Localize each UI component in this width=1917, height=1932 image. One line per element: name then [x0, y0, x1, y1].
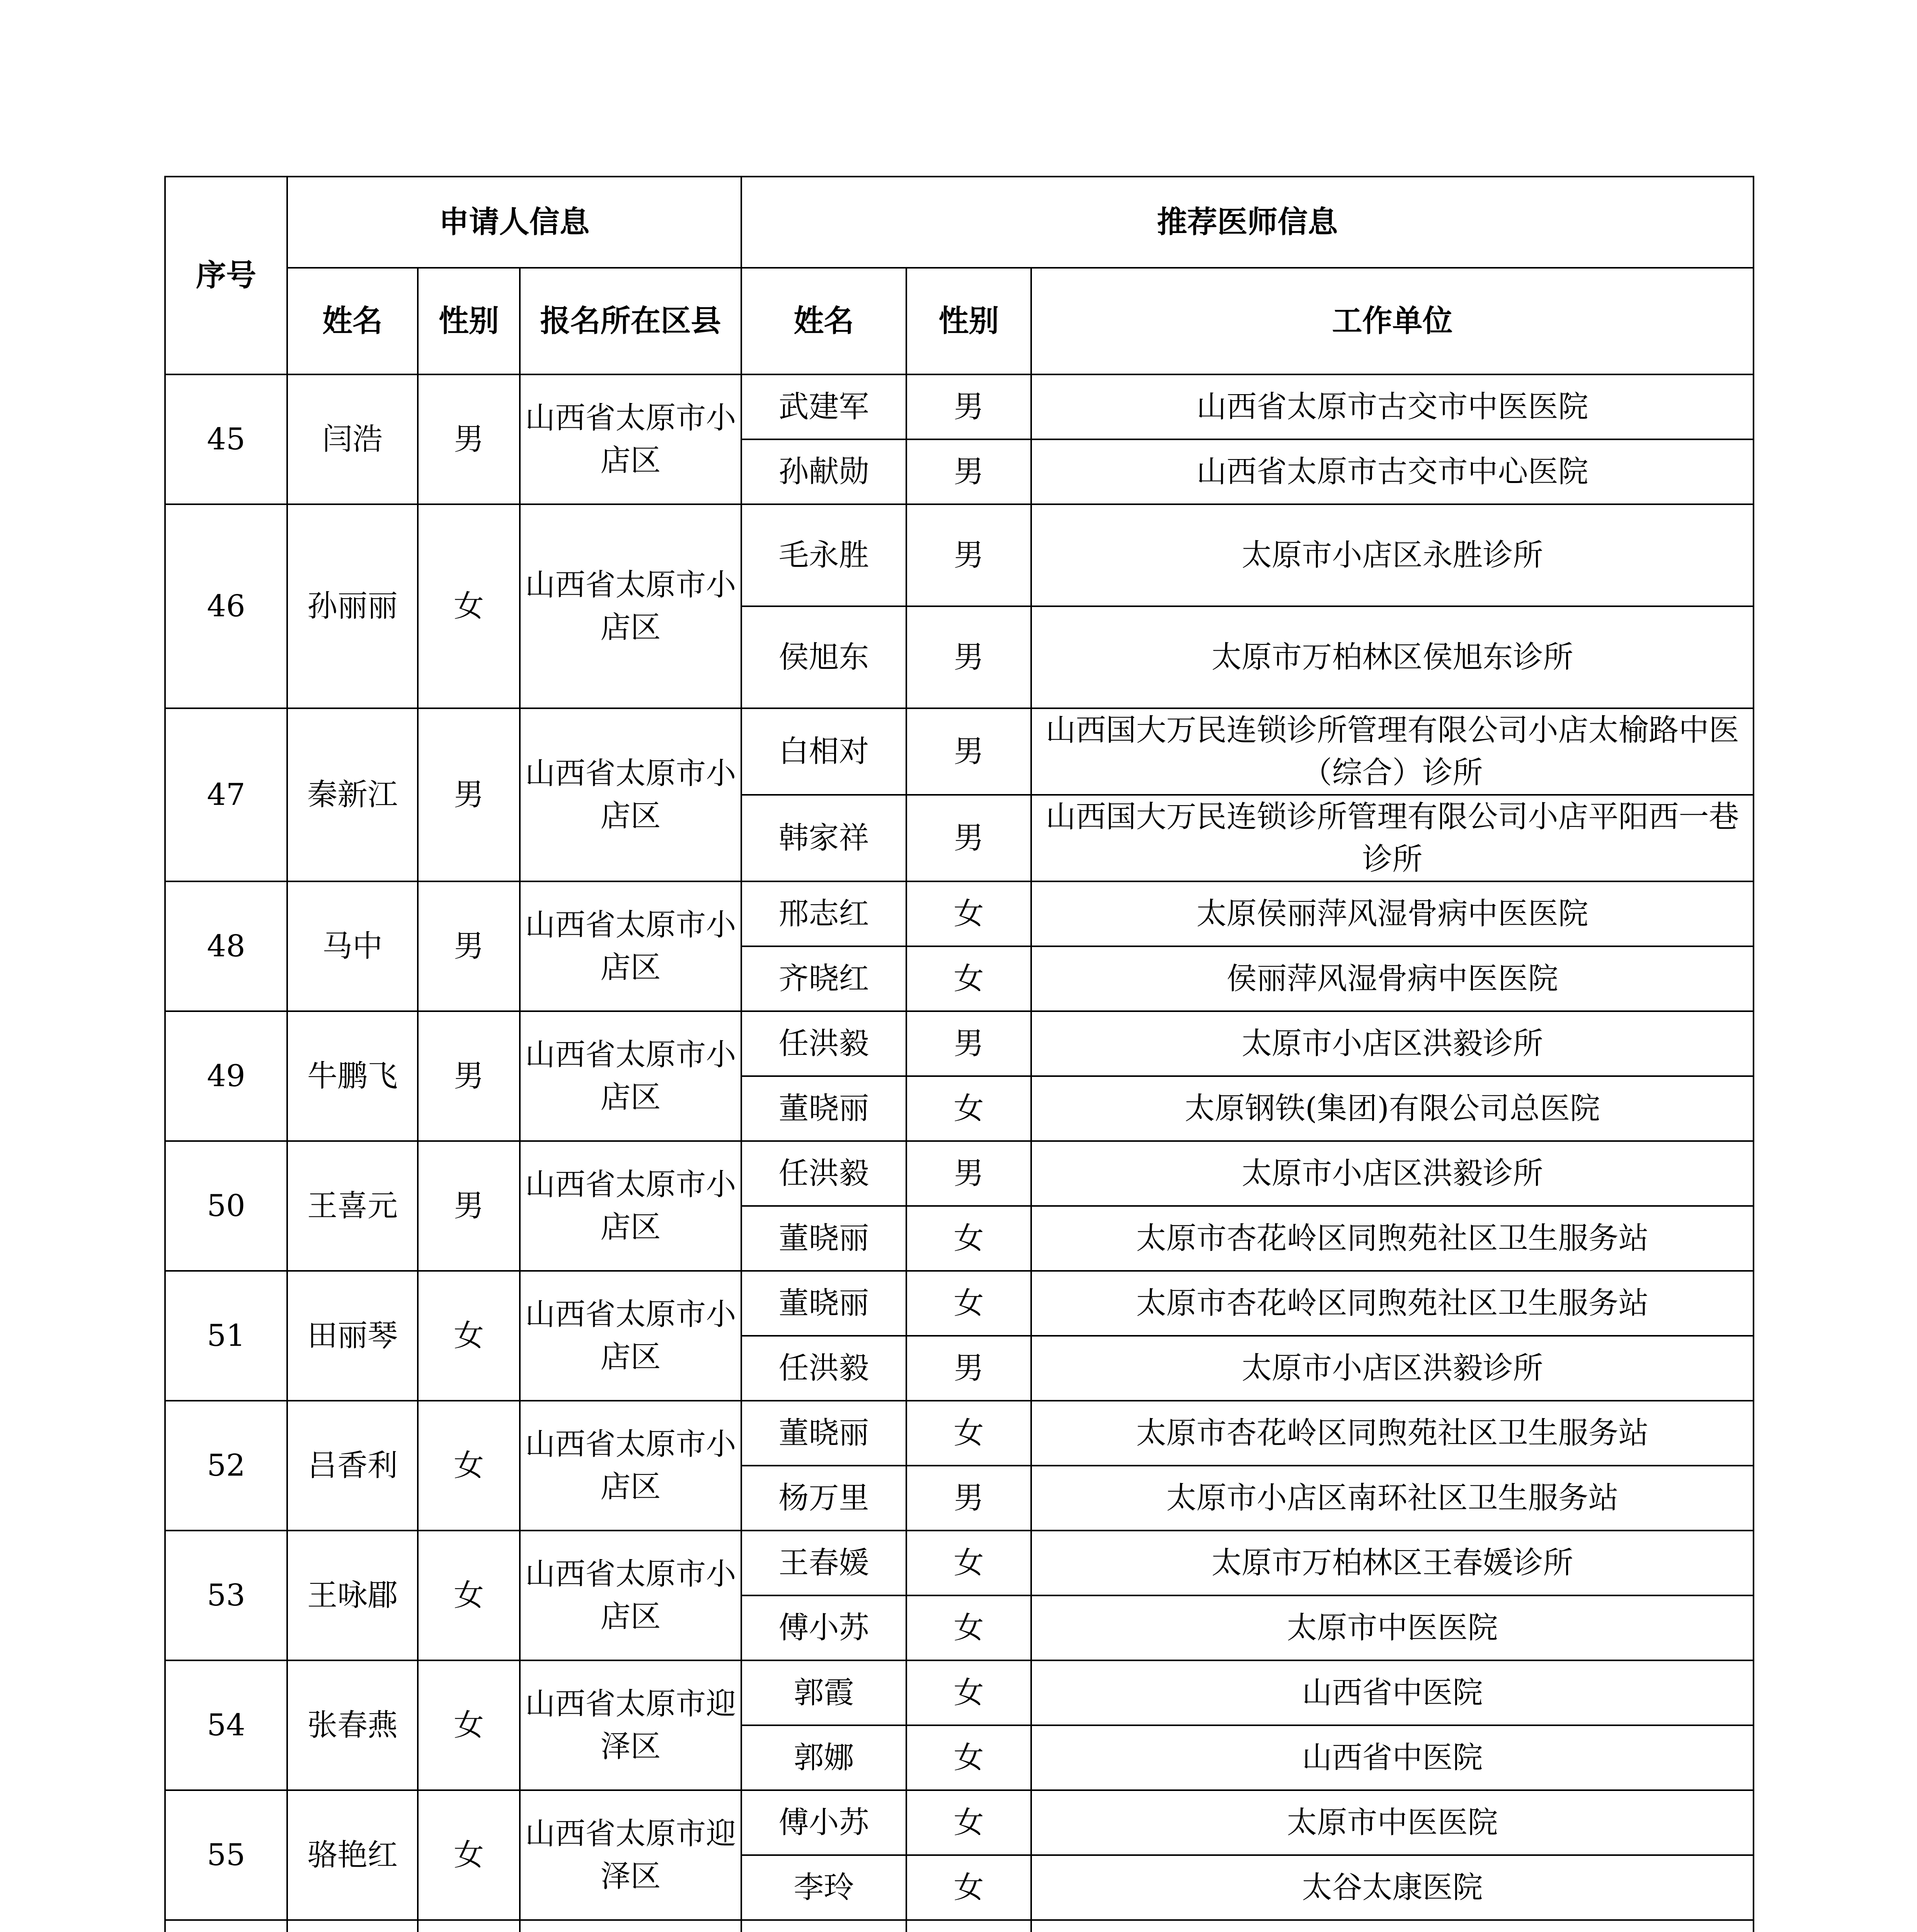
- doctor-name: 邢志红: [741, 881, 906, 946]
- applicant-seq: 45: [165, 374, 287, 504]
- doctor-name: 任洪毅: [741, 1011, 906, 1076]
- applicant-district: 山西省太原市小店区: [520, 881, 741, 1011]
- applicant-name: 吕香利: [287, 1401, 418, 1531]
- doctor-name: 毛永胜: [741, 504, 906, 606]
- doctor-sex: 女: [906, 1531, 1031, 1595]
- applicant-name: 闫浩: [287, 374, 418, 504]
- doctor-sex: 女: [906, 1725, 1031, 1790]
- applicant-sex: 女: [418, 1401, 520, 1531]
- doctor-unit: 太原市中医医院: [1031, 1595, 1754, 1660]
- doctor-unit: 山西省太原市古交市中医医院: [1031, 374, 1754, 439]
- applicant-name: 孙丽丽: [287, 504, 418, 708]
- doctor-unit: 山西省中医院: [1031, 1725, 1754, 1790]
- applicant-district: 山西省太原市小店区: [520, 1401, 741, 1531]
- table-row: [165, 1660, 1754, 1725]
- header-name: 姓名: [287, 268, 418, 374]
- doctor-sex: 女: [906, 946, 1031, 1011]
- applicant-sex: 男: [418, 374, 520, 504]
- doctor-name: 李玲: [741, 1855, 906, 1920]
- applicant-name: 牛鹏飞: [287, 1011, 418, 1141]
- doctor-sex: 男: [906, 504, 1031, 606]
- doctor-sex: 男: [906, 1011, 1031, 1076]
- table-row: [165, 374, 1754, 439]
- doctor-unit: 太原市小店区洪毅诊所: [1031, 1336, 1754, 1401]
- applicant-sex: 女: [418, 1531, 520, 1660]
- applicant-name: 王喜元: [287, 1141, 418, 1271]
- applicant-seq: 49: [165, 1011, 287, 1141]
- doctor-sex: 男: [906, 1466, 1031, 1531]
- doctor-name: 任洪毅: [741, 1141, 906, 1206]
- applicant-district: 山西省太原市小店区: [520, 1011, 741, 1141]
- doctor-sex: 男: [906, 795, 1031, 881]
- table-row: [165, 1531, 1754, 1595]
- table-row: [165, 504, 1754, 606]
- doctor-name: 任洪毅: [741, 1336, 906, 1401]
- doctor-name: 董晓丽: [741, 1206, 906, 1271]
- doctor-name: 傅小苏: [741, 1595, 906, 1660]
- doctor-name: 白相对: [741, 708, 906, 795]
- table-row: [165, 1920, 1754, 1932]
- applicant-district: 山西省太原市迎泽区: [520, 1790, 741, 1920]
- applicant-seq: 55: [165, 1790, 287, 1920]
- applicant-sex: [418, 1920, 520, 1932]
- applicant-seq: [165, 1920, 287, 1932]
- doctor-name: 侯旭东: [741, 606, 906, 708]
- applicant-seq: 52: [165, 1401, 287, 1531]
- header-district: 报名所在区县: [520, 268, 741, 374]
- table-row: [165, 1271, 1754, 1336]
- doctor-unit: [1031, 1920, 1754, 1932]
- applicant-name: 王咏郿: [287, 1531, 418, 1660]
- doctor-unit: 山西国大万民连锁诊所管理有限公司小店平阳西一巷诊所: [1031, 795, 1754, 881]
- doctor-name: 董晓丽: [741, 1401, 906, 1466]
- doctor-unit: 山西省中医院: [1031, 1660, 1754, 1725]
- doctor-sex: 女: [906, 1271, 1031, 1336]
- doctor-name: 孙献勋: [741, 439, 906, 504]
- table-row: [165, 881, 1754, 946]
- doctor-sex: 女: [906, 1660, 1031, 1725]
- applicant-sex: 男: [418, 1141, 520, 1271]
- doctor-unit: 太原市小店区永胜诊所: [1031, 504, 1754, 606]
- doctor-sex: 女: [906, 1076, 1031, 1141]
- applicant-district: 山西省太原市小店区: [520, 374, 741, 504]
- table-body: [165, 374, 1754, 1932]
- doctor-name: 郭霞: [741, 1660, 906, 1725]
- applicant-district: 山西省太原市小店区: [520, 1141, 741, 1271]
- doctor-name: 傅小苏: [741, 1790, 906, 1855]
- header-doctor-name: 姓名: [741, 268, 906, 374]
- doctor-sex: 男: [906, 1336, 1031, 1401]
- table-row: [165, 1401, 1754, 1466]
- doctor-unit: 太原钢铁(集团)有限公司总医院: [1031, 1076, 1754, 1141]
- doctor-name: 董晓丽: [741, 1076, 906, 1141]
- doctor-sex: 男: [906, 439, 1031, 504]
- applicant-sex: 女: [418, 1790, 520, 1920]
- doctor-unit: 太原市小店区南环社区卫生服务站: [1031, 1466, 1754, 1531]
- doctor-sex: [906, 1920, 1031, 1932]
- doctor-sex: 女: [906, 1401, 1031, 1466]
- applicant-seq: 48: [165, 881, 287, 1011]
- applicant-name: 秦新江: [287, 708, 418, 881]
- applicant-district: 山西省太原市迎泽区: [520, 1660, 741, 1790]
- doctor-sex: 女: [906, 1595, 1031, 1660]
- doctor-sex: 女: [906, 1855, 1031, 1920]
- applicant-district: [520, 1920, 741, 1932]
- doctor-name: [741, 1920, 906, 1932]
- doctor-unit: 侯丽萍风湿骨病中医医院: [1031, 946, 1754, 1011]
- header-applicant-group: 申请人信息: [287, 177, 741, 268]
- applicant-name: 骆艳红: [287, 1790, 418, 1920]
- applicant-district: 山西省太原市小店区: [520, 708, 741, 881]
- applicant-sex: 男: [418, 708, 520, 881]
- doctor-unit: 太原市万柏林区侯旭东诊所: [1031, 606, 1754, 708]
- table-row: [165, 1790, 1754, 1855]
- header-sex: 性别: [418, 268, 520, 374]
- header-doctor-sex: 性别: [906, 268, 1031, 374]
- doctor-unit: 太原市杏花岭区同煦苑社区卫生服务站: [1031, 1206, 1754, 1271]
- doctor-unit: 太原市杏花岭区同煦苑社区卫生服务站: [1031, 1271, 1754, 1336]
- doctor-sex: 女: [906, 881, 1031, 946]
- doctor-name: 韩家祥: [741, 795, 906, 881]
- applicant-seq: 51: [165, 1271, 287, 1401]
- applicant-sex: 女: [418, 1271, 520, 1401]
- doctor-unit: 太原侯丽萍风湿骨病中医医院: [1031, 881, 1754, 946]
- doctor-sex: 男: [906, 374, 1031, 439]
- table-row: [165, 708, 1754, 795]
- doctor-unit: 太谷太康医院: [1031, 1855, 1754, 1920]
- doctor-unit: 山西国大万民连锁诊所管理有限公司小店太榆路中医（综合）诊所: [1031, 708, 1754, 795]
- applicant-district: 山西省太原市小店区: [520, 1271, 741, 1401]
- doctor-name: 王春媛: [741, 1531, 906, 1595]
- applicant-seq: 46: [165, 504, 287, 708]
- doctor-name: 郭娜: [741, 1725, 906, 1790]
- applicant-seq: 54: [165, 1660, 287, 1790]
- doctor-name: 武建军: [741, 374, 906, 439]
- doctor-sex: 男: [906, 1141, 1031, 1206]
- table-row: [165, 1011, 1754, 1076]
- doctor-name: 杨万里: [741, 1466, 906, 1531]
- applicant-district: 山西省太原市小店区: [520, 504, 741, 708]
- applicant-seq: 53: [165, 1531, 287, 1660]
- applicant-name: [287, 1920, 418, 1932]
- table-header: [165, 177, 1754, 374]
- doctor-unit: 太原市杏花岭区同煦苑社区卫生服务站: [1031, 1401, 1754, 1466]
- header-doctor-group: 推荐医师信息: [741, 177, 1754, 268]
- applicant-district: 山西省太原市小店区: [520, 1531, 741, 1660]
- applicant-name: 田丽琴: [287, 1271, 418, 1401]
- doctor-sex: 男: [906, 606, 1031, 708]
- recommendation-table: [164, 176, 1754, 1932]
- doctor-unit: 太原市万柏林区王春媛诊所: [1031, 1531, 1754, 1595]
- header-unit: 工作单位: [1031, 268, 1754, 374]
- doctor-unit: 太原市小店区洪毅诊所: [1031, 1141, 1754, 1206]
- applicant-seq: 47: [165, 708, 287, 881]
- applicant-sex: 男: [418, 881, 520, 1011]
- doctor-name: 董晓丽: [741, 1271, 906, 1336]
- doctor-name: 齐晓红: [741, 946, 906, 1011]
- applicant-sex: 女: [418, 1660, 520, 1790]
- applicant-sex: 男: [418, 1011, 520, 1141]
- doctor-unit: 山西省太原市古交市中心医院: [1031, 439, 1754, 504]
- header-seq: 序号: [165, 177, 287, 374]
- table-row: [165, 1141, 1754, 1206]
- applicant-seq: 50: [165, 1141, 287, 1271]
- doctor-unit: 太原市小店区洪毅诊所: [1031, 1011, 1754, 1076]
- doctor-sex: 女: [906, 1790, 1031, 1855]
- applicant-name: 马中: [287, 881, 418, 1011]
- doctor-sex: 女: [906, 1206, 1031, 1271]
- doctor-sex: 男: [906, 708, 1031, 795]
- applicant-name: 张春燕: [287, 1660, 418, 1790]
- applicant-sex: 女: [418, 504, 520, 708]
- doctor-unit: 太原市中医医院: [1031, 1790, 1754, 1855]
